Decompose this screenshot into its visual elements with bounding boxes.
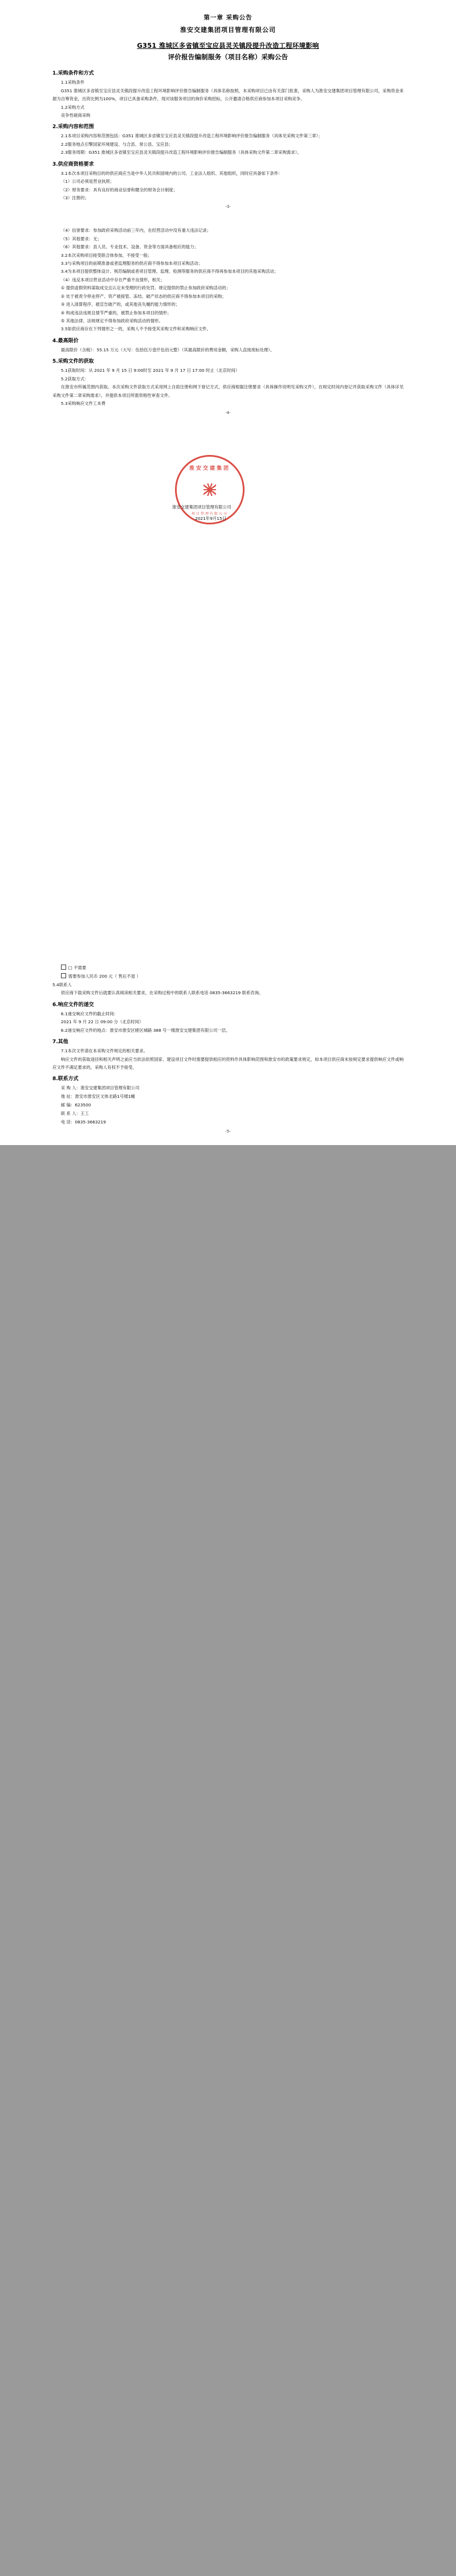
paragraph: ④ 构成违法违规且情节严重的，被禁止参加本项目的情形； bbox=[60, 310, 172, 315]
paragraph: 5.1获取时间：从 2021 年 9 月 15 日 9:00时至 2021 年 9 月 17 日 17:00 时止（北京时间） bbox=[60, 368, 240, 374]
seal-bottom-text: 项目管理有限公司 bbox=[191, 512, 228, 516]
paragraph: ① 提供虚假资料谋取成交且认定未受理的行政处罚、规定提供的禁止参加政府采购活动的； bbox=[60, 285, 231, 291]
section-heading-3: 3.供应商资格要求 bbox=[52, 161, 94, 167]
page-title bbox=[52, 40, 404, 51]
paragraph: 2.2服务地点引擎国家环境建设、与合县、常公县、宝应县； bbox=[60, 141, 173, 147]
page-title-2 bbox=[52, 51, 404, 63]
option-required bbox=[52, 973, 404, 981]
paragraph: 响应文件的获取途径和相关声明之前应当依法依照国家、建设项目文件时需要提供相应的资料作具体影响范围和淮安市的政策要求规定，如本项目供应商未按规定要求提供响应文件或响应文件不满足要求的，采购人有权不予接受。 bbox=[52, 1056, 404, 1070]
contact-buyer-value: 淮安交建集团项目管理有限公司 bbox=[80, 1085, 140, 1091]
paragraph: 2021 年 9 月 22 日 09:00 分（北京时间） bbox=[60, 1019, 144, 1025]
section-heading-8: 8.联系方式 bbox=[52, 1076, 79, 1082]
seal-block bbox=[52, 452, 404, 537]
paragraph: G351 淮城区多省镇至宝应县灵关镇段提升改造工程环境影响评价报告编制服务（具体名称按照，本采购项目已由有关部门批准，采购人为淮安交建集团项目管理有限公司，采购资金来源为自筹资金，出资比例为100%，项目已具备采购条件，现对该服务项目的询价采购招标，公开邀请合格供应商参加本项目采购竞争。 bbox=[52, 88, 404, 102]
contact-buyer-label: 采 购 人： bbox=[60, 1085, 81, 1091]
contact-address-value: 淮安市淮安区文体北路1号楼1幢 bbox=[75, 1094, 135, 1100]
paragraph: （4）违反本项目营业活动中存在严重不良情形，相关； bbox=[60, 277, 165, 282]
option-label: □ 不需要 bbox=[68, 965, 87, 971]
section-heading-2: 2.采购内容和范围 bbox=[52, 124, 94, 130]
paragraph: 1.2采购方式 bbox=[60, 104, 85, 110]
paragraph: ② 处于被责令停业停产、资产被接管、冻结、破产状态的供应商不得参加本项目的采购； bbox=[60, 293, 226, 299]
contact-zip bbox=[52, 1101, 404, 1110]
paragraph: 竞争性磋商采购 bbox=[60, 112, 91, 118]
paragraph: 3.4为本项目提供整体设计、规范编制或者项目管理、监理、检测等服务的供应商不得再参加本项目的其他采购活动； bbox=[60, 269, 279, 274]
paragraph: 3.1本次本项目采购目的的供应商应当是中华人民共和国境内的公司、工业法人组织、其他组织，同时应具备如下条件： bbox=[60, 170, 283, 176]
paragraph: 最高限价（含税）：55.15 万元（大写：伍拾伍万壹仟伍佰元整）（其最高限价的费用金额，采购人直接废标处理）。 bbox=[60, 347, 275, 352]
paragraph: 1.1采购条件 bbox=[60, 80, 85, 85]
page-1 bbox=[0, 0, 456, 227]
signature-date: 2021年9月15日 bbox=[195, 516, 227, 522]
option-not-required bbox=[52, 964, 404, 973]
paragraph: （2）财务要求：具有良好的商业信誉和健全的财务会计制度； bbox=[60, 187, 178, 192]
document-page bbox=[0, 0, 456, 1145]
section-heading-1: 1.采购条件和方式 bbox=[52, 71, 94, 77]
section-heading-6: 6.响应文件的递交 bbox=[52, 1002, 94, 1008]
section-heading-4: 4.最高限价 bbox=[52, 338, 79, 344]
contact-phone-value: 0835-3663219 bbox=[75, 1119, 106, 1125]
section-heading-7: 7.其他 bbox=[52, 1039, 68, 1045]
contact-address bbox=[52, 1093, 404, 1101]
chapter-heading: 第一章 采购公告 bbox=[203, 14, 253, 21]
paragraph: 6.1递交响应文件的截止时间： bbox=[60, 1011, 119, 1016]
paragraph: 7.1本次文件请在本采购文件规定的相关要求。 bbox=[60, 1048, 148, 1054]
page-number: -5- bbox=[225, 1129, 231, 1134]
option-label: 需要参加人民币 200 元（ 售后不退 ） bbox=[68, 974, 141, 979]
paragraph: 3.3与采购项目的前期准备或者监理服务的供应商不得参加本项目采购活动； bbox=[60, 260, 203, 266]
page-2 bbox=[0, 227, 456, 964]
page-title-line-2: 评价报告编制服务（项目名称）采购公告 bbox=[168, 53, 288, 61]
paragraph: 5.3采购响应文件工本费 bbox=[60, 401, 106, 407]
paragraph: 2.3服务周期：G351 淮城区多省镇至宝应县灵关镇段提升改造工程环境影响评价报告编制服务（具体采购文件第二章采购需求）。 bbox=[60, 150, 302, 155]
contact-person-value: 王工 bbox=[80, 1110, 89, 1116]
contact-zip-label: 邮 编： bbox=[60, 1102, 75, 1108]
paragraph: 6.2递交响应文件的地点：淮安市淮安区辖区城路 388 号一楼淮安交建集团有限公司一层。 bbox=[60, 1027, 230, 1033]
signature-line: 淮安交建集团项目管理有限公司 bbox=[172, 504, 231, 510]
paragraph: 5.2获取方式： bbox=[60, 376, 89, 382]
contact-phone bbox=[52, 1118, 404, 1127]
subsection-contact: 5.4联系人 bbox=[52, 982, 72, 987]
paragraph: （3）注册的； bbox=[60, 195, 89, 200]
contact-zip-value: 623500 bbox=[75, 1102, 91, 1108]
paragraph: （4）信誉要求：参加政府采购活动前三年内，在经营活动中没有重大违法记录； bbox=[60, 228, 211, 233]
paragraph: （5）其他要求：无； bbox=[60, 236, 102, 241]
paragraph: 3.5如供应商存在下列情形之一的，采购人不予接受其采购文件和采购响应文件。 bbox=[60, 326, 211, 332]
contact-person-label: 联 系 人： bbox=[60, 1110, 81, 1116]
paragraph: 2.1本项目采购内容和范围包括：G351 淮城区多省镇至宝应县灵关镇段提升改造工程环境影响评价报告编制服务（具体见采购文件第三章）； bbox=[60, 133, 323, 139]
contact-address-label: 地 址： bbox=[60, 1094, 75, 1100]
page-title-line-1: G351 淮城区多省镇至宝应县灵关镇段提升改造工程环境影响 bbox=[137, 41, 319, 50]
paragraph: （1）公司必须是营业执照； bbox=[60, 179, 115, 184]
paragraph: 供应商下载采购文件后就要认真阅读相关要求，在采购过程中的联系人联系电话 0835-3663219 联系咨询。 bbox=[60, 990, 263, 996]
contact-phone-label: 电 话： bbox=[60, 1119, 75, 1125]
paragraph: 3.2本次采购项目接受联合体参加，不接受一般； bbox=[60, 252, 152, 258]
checkbox-unchecked-icon[interactable] bbox=[61, 965, 66, 970]
contact-buyer bbox=[52, 1084, 404, 1093]
contact-person bbox=[52, 1110, 404, 1118]
paragraph: ⑤ 其他法律、法规规定不得参加政府采购活动的情形。 bbox=[60, 318, 163, 324]
checkbox-icon[interactable] bbox=[61, 973, 66, 978]
company-seal-icon bbox=[175, 455, 245, 524]
paragraph: ③ 进入清算程序、被宣告破产的，或其他丧失履约能力情形的； bbox=[60, 302, 180, 307]
paragraph: 在淮安市所属范围内获取。本次采购文件获取方式采用网上自助注册和网下登记方式，供应商根据注册要求（具体操作说明见采购文件），在规定时间内登记并获取采购文件（具体详见采购文件第二章采购需求），并提供本项目所需资格性审查文件。 bbox=[52, 384, 404, 398]
organization-name: 淮安交建集团项目管理有限公司 bbox=[180, 26, 276, 34]
page-3 bbox=[0, 964, 456, 1145]
page-number: -4- bbox=[225, 410, 231, 415]
paragraph: （6）其他要求：县人员、专业技术、设备、资金等方面具备相应的能力； bbox=[60, 244, 199, 250]
page-number: -3- bbox=[225, 204, 231, 210]
section-heading-5: 5.采购文件的获取 bbox=[52, 359, 94, 365]
seal-top-text: 淮安交建集团 bbox=[189, 466, 230, 472]
